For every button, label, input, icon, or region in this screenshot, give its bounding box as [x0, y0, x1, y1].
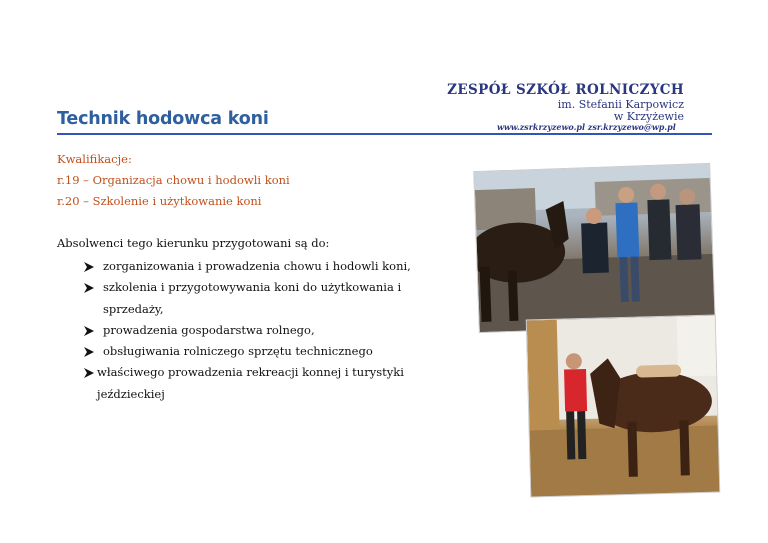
arrow-bullet-icon: [84, 326, 94, 336]
school-patron: im. Stefanii Karpowicz: [557, 97, 684, 111]
list-item-text: szkolenia i przygotowywania koni do użytkowania i: [103, 280, 402, 295]
school-contact: www.zsrkrzyzewo.pl zsr.krzyzewo@wp.pl: [497, 122, 676, 132]
arrow-bullet-icon: [84, 262, 94, 272]
list-item: [84, 256, 454, 277]
arrow-bullet-icon: [84, 368, 94, 378]
photo-students-with-horse: [473, 163, 716, 333]
list-item-continuation: jeździeckiej: [97, 386, 165, 401]
arrow-bullet-icon: [84, 347, 94, 357]
list-item: [84, 320, 454, 341]
list-item-text: właściwego prowadzenia rekreacji konnej i turystyki: [97, 365, 404, 380]
qualifications-heading: Kwalifikacje:: [57, 152, 132, 166]
photo-illustration: [474, 164, 715, 333]
list-item-continuation: sprzedaży,: [103, 301, 164, 316]
qualifications-section: [57, 149, 290, 212]
graduates-list: [84, 256, 454, 405]
school-place: w Krzyżewie: [613, 109, 684, 123]
list-item-text: prowadzenia gospodarstwa rolnego,: [103, 322, 315, 337]
qualification-item: r.20 – Szkolenie i użytkowanie koni: [57, 194, 262, 208]
list-item: [84, 341, 454, 362]
arrow-bullet-icon: [84, 283, 94, 293]
photo-student-saddling-horse: [526, 315, 721, 498]
qualification-item: r.19 – Organizacja chowu i hodowli koni: [57, 173, 290, 187]
page-title: Technik hodowca koni: [57, 109, 269, 129]
list-item-text: zorganizowania i prowadzenia chowu i hodowli koni,: [103, 259, 411, 273]
list-item-text: obsługiwania rolniczego sprzętu technicznego: [103, 344, 373, 359]
header-divider: [57, 133, 712, 135]
list-item: [84, 362, 454, 405]
school-name: ZESPÓŁ SZKÓŁ ROLNICZYCH: [447, 82, 684, 98]
list-item: [84, 277, 454, 320]
school-logo: [447, 84, 684, 122]
photo-illustration: [527, 316, 721, 498]
graduates-intro: Absolwenci tego kierunku przygotowani są do:: [57, 236, 330, 250]
